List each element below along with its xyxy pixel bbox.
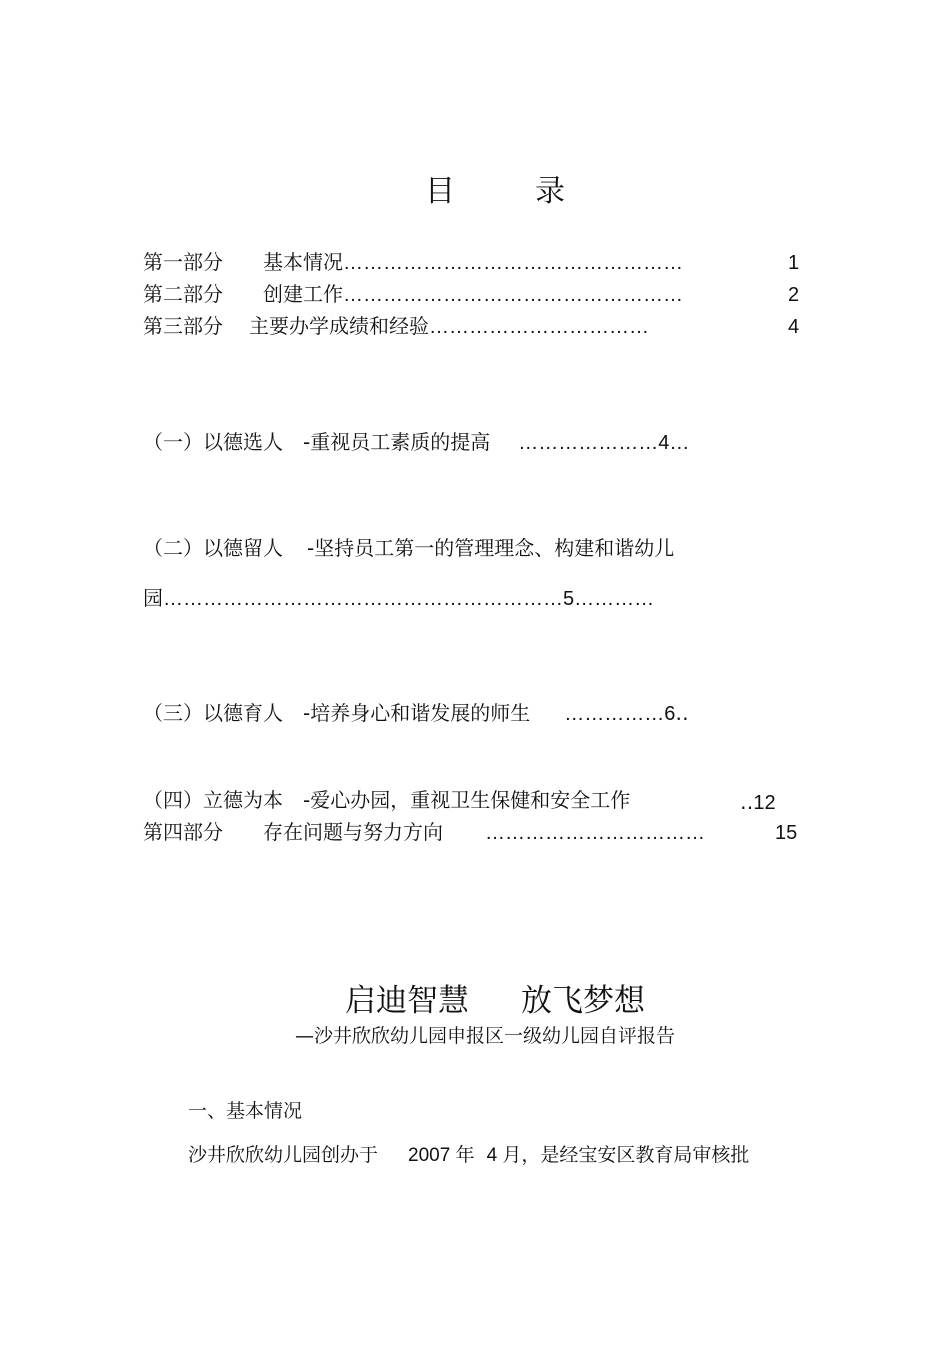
toc-subentry-3[interactable]	[143, 700, 689, 727]
toc-entry-part-label: 第三部分	[143, 314, 223, 338]
toc-entry-title: 创建工作	[263, 282, 343, 306]
toc-leader-dots: ……………………………	[429, 316, 649, 338]
report-title	[0, 975, 950, 1020]
toc-subentry-tail: …………………4…	[518, 432, 690, 454]
toc-entry-part-label: 第四部分	[143, 820, 223, 844]
toc-leader-dots: ……………………………	[485, 822, 705, 844]
toc-entry-part-label: 第二部分	[143, 282, 223, 306]
toc-subentry-cont: 园	[143, 586, 163, 610]
toc-page-number: 1	[788, 252, 800, 274]
report-title-part-1: 启迪智慧	[345, 983, 469, 1019]
toc-page-number: 15	[775, 822, 798, 844]
toc-subentry-label: （三）以德育人	[143, 701, 283, 725]
toc-subentry-label: （二）以德留人	[143, 536, 283, 560]
toc-subentry-title: -坚持员工第一的管理理念、构建和谐幼儿	[307, 536, 675, 560]
toc-leader-dots: ……………………………………………	[343, 252, 683, 274]
report-subtitle: —沙井欣欣幼儿园申报区一级幼儿园自评报告	[294, 1025, 675, 1047]
toc-subentry-title: -培养身心和谐发展的师生	[303, 701, 531, 725]
toc-subentry-tail: ……………………………………………………5…………	[163, 588, 655, 610]
toc-entry-part-2[interactable]	[143, 281, 683, 308]
toc-subentry-title: -重视员工素质的提高	[303, 430, 491, 454]
toc-entry-part-1[interactable]	[143, 249, 683, 276]
paragraph-month: 4 月，是经宝安区教育局审核批	[486, 1145, 750, 1166]
toc-leader-dots: ……………………………………………	[343, 284, 683, 306]
toc-subentry-4[interactable]	[143, 787, 630, 813]
section-heading: 一、基本情况	[188, 1100, 303, 1122]
toc-title-char-1: 目	[425, 174, 455, 209]
paragraph-year: 2007 年	[408, 1145, 475, 1166]
toc-subentry-1[interactable]	[143, 429, 689, 456]
toc-entry-title: 主要办学成绩和经验	[249, 314, 429, 338]
toc-page-number: 4	[788, 316, 800, 338]
toc-entry-part-label: 第一部分	[143, 250, 223, 274]
toc-entry-part-3[interactable]	[143, 313, 649, 340]
body-paragraph	[188, 1140, 749, 1167]
toc-page-number: 2	[788, 284, 800, 306]
toc-entry-part-4[interactable]	[143, 819, 705, 846]
toc-title-char-2: 录	[535, 174, 565, 209]
toc-entry-title: 基本情况	[263, 250, 343, 274]
toc-subentry-label: （一）以德选人	[143, 430, 283, 454]
report-title-part-2: 放飞梦想	[521, 983, 645, 1019]
toc-title	[0, 166, 950, 210]
toc-subentry-2-continuation	[143, 585, 654, 612]
toc-subentry-label: （四）立德为本	[143, 788, 283, 812]
toc-subentry-tail: ……………6‥	[564, 703, 689, 725]
toc-entry-title: 存在问题与努力方向	[263, 820, 443, 844]
paragraph-text: 沙井欣欣幼儿园创办于	[188, 1144, 379, 1166]
toc-subentry-2[interactable]	[143, 535, 674, 561]
toc-subentry-title: -爱心办园，重视卫生保健和安全工作	[303, 788, 631, 812]
toc-subentry-tail: ‥12	[740, 792, 776, 814]
